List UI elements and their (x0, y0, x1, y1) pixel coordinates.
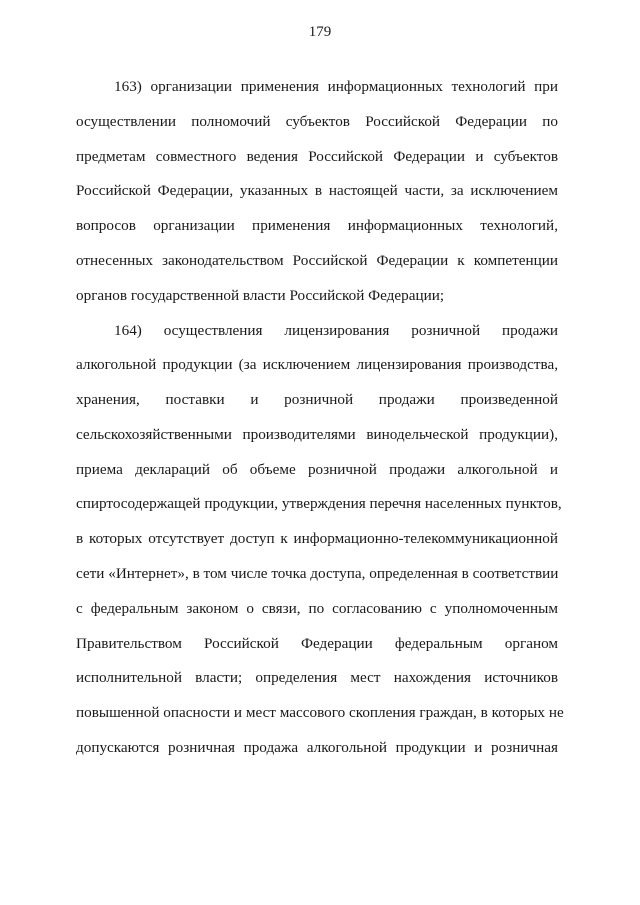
text-line: хранения, поставки и розничной продажи произведенной (76, 391, 558, 408)
text-line: в которых отсутствует доступ к информационно-телекоммуникационной (76, 530, 558, 547)
text-line: отнесенных законодательством Российской Федерации к компетенции (76, 252, 558, 269)
text-line: повышенной опасности и мест массового скопления граждан, в которых не (76, 704, 564, 721)
text-line: алкогольной продукции (за исключением лицензирования производства, (76, 356, 558, 373)
text-line: сельскохозяйственными производителями винодельческой продукции), (76, 426, 558, 443)
text-line: исполнительной власти; определения мест нахождения источников (76, 669, 558, 686)
text-line: с федеральным законом о связи, по согласованию с уполномоченным (76, 600, 558, 617)
text-line: осуществлении полномочий субъектов Российской Федерации по (76, 113, 558, 130)
page-number: 179 (308, 24, 332, 40)
text-line: Российской Федерации, указанных в настоящей части, за исключением (76, 182, 558, 199)
text-line: спиртосодержащей продукции, утверждения перечня населенных пунктов, (76, 495, 562, 512)
text-line: органов государственной власти Российской Федерации; (76, 287, 445, 304)
text-line: предметам совместного ведения Российской Федерации и субъектов (76, 148, 558, 165)
text-line: 164) осуществления лицензирования розничной продажи (114, 322, 558, 339)
text-line: 163) организации применения информационных технологий при (114, 78, 558, 95)
text-line: допускаются розничная продажа алкогольной продукции и розничная (76, 739, 558, 756)
text-line: сети «Интернет», в том числе точка доступа, определенная в соответствии (76, 565, 559, 582)
text-line: вопросов организации применения информационных технологий, (76, 217, 558, 234)
text-line: Правительством Российской Федерации федеральным органом (76, 635, 558, 652)
text-line: приема деклараций об объеме розничной продажи алкогольной и (76, 461, 558, 478)
